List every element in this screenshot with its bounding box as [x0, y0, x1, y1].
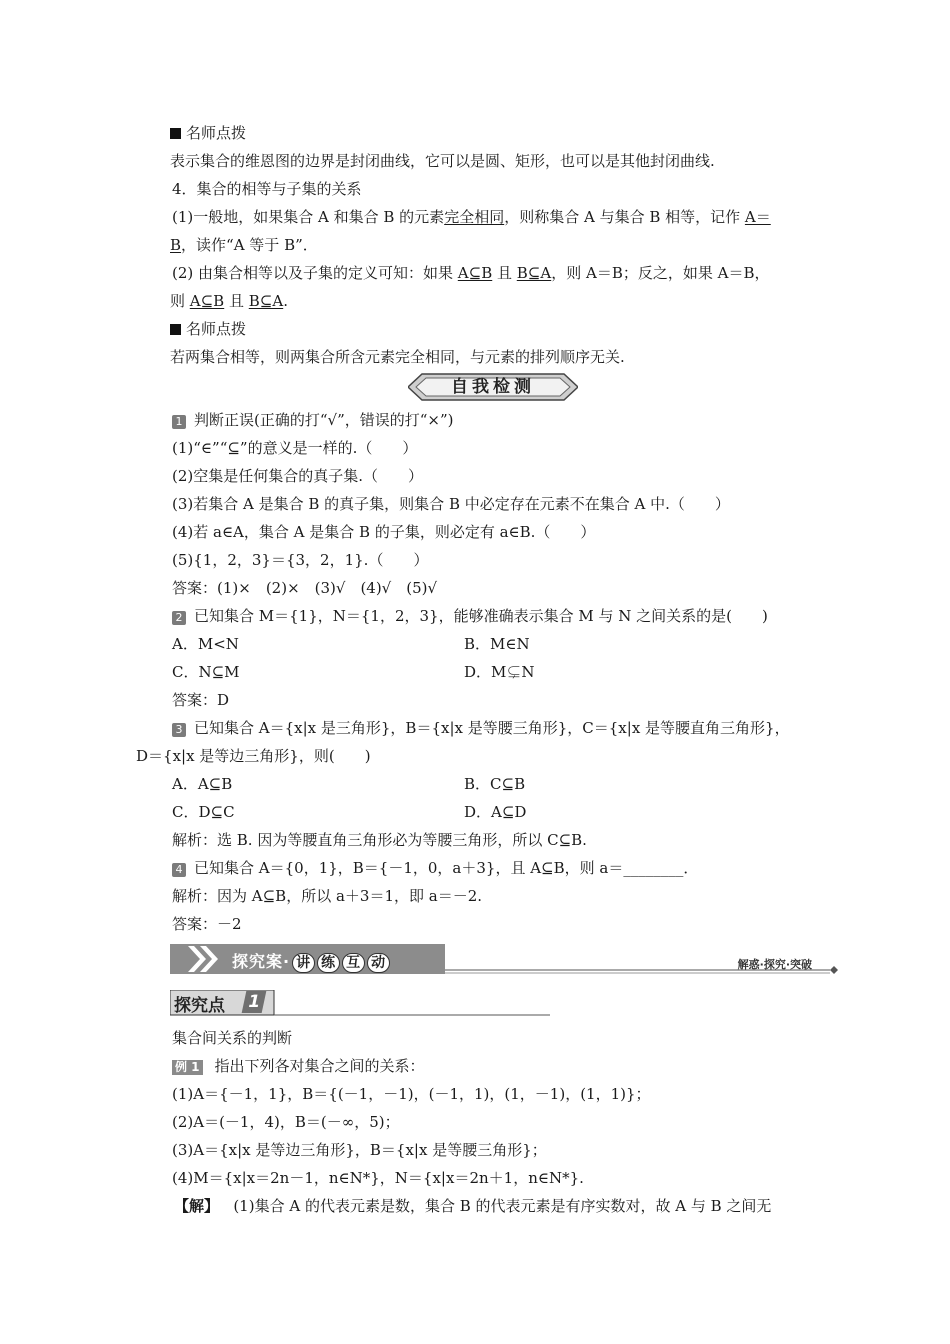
paragraph: (1)一般地，如果集合 A 和集合 B 的元素完全相同，则称集合 A 与集合 B 相等，记作 A＝: [172, 208, 771, 226]
paragraph: B，读作“A 等于 B”．: [170, 236, 318, 254]
probe-heading: 探究点 1: [170, 990, 550, 1016]
probe-frame-icon: [170, 990, 550, 1016]
section-bar-subtitle: 解惑·探究·突破: [737, 958, 812, 971]
option-b: B．C⊆B: [464, 775, 526, 793]
analysis: 解析：因为 A⊆B，所以 a＋3＝1，即 a＝－2.: [172, 887, 483, 905]
tip-heading: 名师点拨: [170, 318, 246, 340]
option-a: A．M<N: [172, 635, 239, 653]
probe-title: 集合间关系的判断: [172, 1029, 293, 1047]
list-item: (5){1，2，3}＝{3，2，1}.（ ）: [172, 551, 429, 569]
tip-text: 若两集合相等，则两集合所含元素完全相同，与元素的排列顺序无关.: [170, 348, 625, 366]
question-number: 3: [172, 723, 186, 737]
option-c: C．N⊆M: [172, 663, 240, 681]
list-item: (2)空集是任何集合的真子集.（ ）: [172, 467, 424, 485]
example-1: 例 1 指出下列各对集合之间的关系：: [172, 1055, 425, 1077]
option-d: D．M⊊N: [464, 663, 535, 681]
paragraph: 则 A⊆B 且 B⊆A.: [170, 292, 288, 310]
option-a: A．A⊆B: [172, 775, 233, 793]
solution: 【解】 (1)集合 A 的代表元素是数，集合 B 的代表元素是有序实数对，故 A 与 B 之间无: [174, 1197, 772, 1215]
question-2: 2 已知集合 M＝{1}，N＝{1，2，3}，能够准确表示集合 M 与 N 之间关系的是( ): [172, 605, 768, 627]
list-item: (1)A＝{－1，1}，B＝{(－1，－1)，(－1，1)，(1，－1)，(1，1)}；: [172, 1085, 651, 1103]
option-d: D．A⊆D: [464, 803, 527, 821]
section-bar-label: 探究案· 讲 练 互 动: [232, 949, 390, 973]
answer: 答案：(1)× (2)× (3)√ (4)√ (5)√: [172, 579, 438, 597]
section-title: 4．集合的相等与子集的关系: [172, 180, 362, 198]
tip-heading: 名师点拨: [170, 122, 246, 144]
list-item: (1)“∈”“⊆”的意义是一样的.（ ）: [172, 439, 418, 457]
list-item: (4)M＝{x|x＝2n－1，n∈N*}，N＝{x|x＝2n＋1，n∈N*}.: [172, 1169, 584, 1187]
question-number: 4: [172, 863, 186, 877]
self-check-banner: 自我检测: [408, 372, 578, 402]
example-tag: 例 1: [172, 1060, 203, 1075]
question-number: 2: [172, 611, 186, 625]
list-item: (3)若集合 A 是集合 B 的真子集，则集合 B 中必定存在元素不在集合 A 中.（ ）: [172, 495, 730, 513]
list-item: (3)A＝{x|x 是等边三角形}，B＝{x|x 是等腰三角形}；: [172, 1141, 547, 1159]
answer: 答案：D: [172, 691, 230, 709]
question-4: 4 已知集合 A＝{0，1}，B＝{－1，0，a＋3}，且 A⊆B，则 a＝________．: [172, 857, 698, 879]
list-item: (4)若 a∈A，集合 A 是集合 B 的子集，则必定有 a∈B.（ ）: [172, 523, 596, 541]
section-bar: [170, 944, 842, 976]
square-bullet-icon: [170, 128, 181, 139]
paragraph: (2) 由集合相等以及子集的定义可知：如果 A⊆B 且 B⊆A，则 A＝B；反之，如果 A＝B，: [172, 264, 770, 282]
square-bullet-icon: [170, 324, 181, 335]
question-1: 1 判断正误(正确的打“√”，错误的打“×”): [172, 409, 454, 431]
option-c: C．D⊆C: [172, 803, 235, 821]
question-3: 3 已知集合 A＝{x|x 是三角形}，B＝{x|x 是等腰三角形}，C＝{x|x 是等腰直角三角形}，: [172, 717, 790, 739]
tip-text: 表示集合的维恩图的边界是封闭曲线，它可以是圆、矩形，也可以是其他封闭曲线.: [170, 152, 715, 170]
question-3-cont: D＝{x|x 是等边三角形}，则( ): [136, 747, 371, 765]
list-item: (2)A＝(－1，4)，B＝(－∞，5)；: [172, 1113, 400, 1131]
question-number: 1: [172, 415, 186, 429]
answer: 答案：－2: [172, 915, 242, 933]
option-b: B．M∈N: [464, 635, 530, 653]
analysis: 解析：选 B. 因为等腰直角三角形必为等腰三角形，所以 C⊆B.: [172, 831, 587, 849]
